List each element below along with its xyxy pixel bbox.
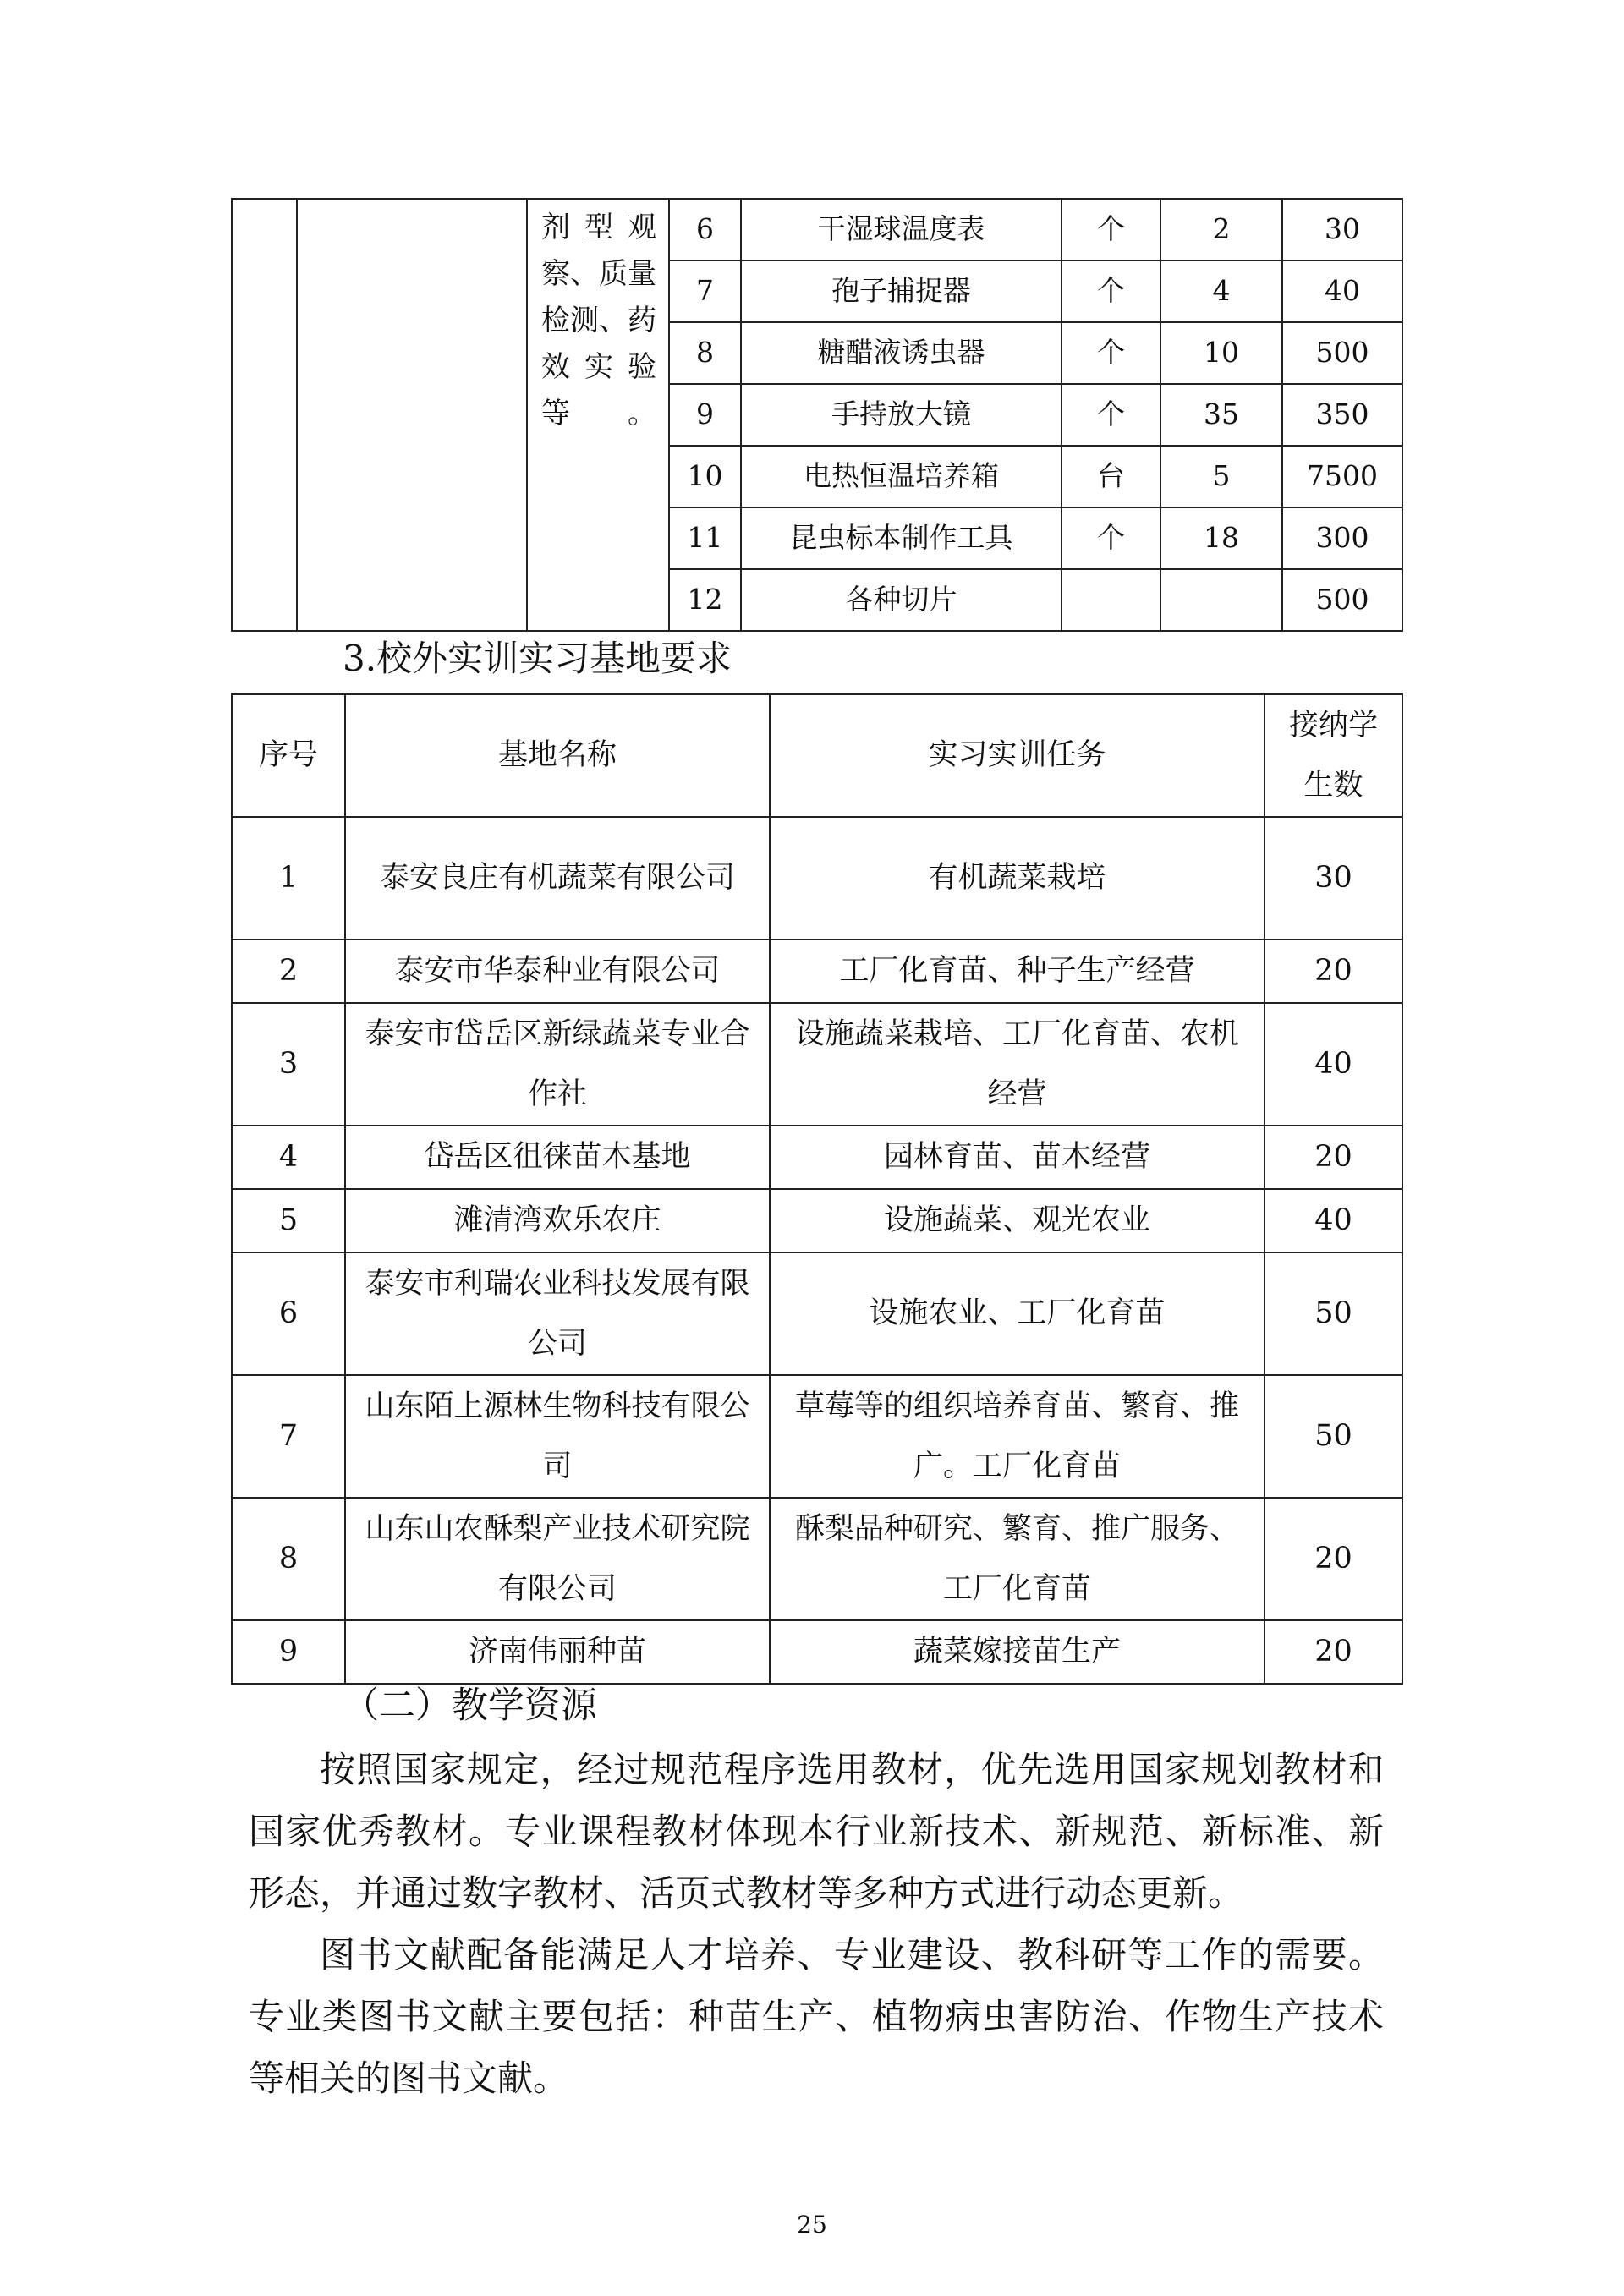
item-quantity: 4 [1160, 260, 1282, 322]
base-task: 有机蔬菜栽培 [770, 817, 1265, 940]
base-number: 9 [232, 1620, 345, 1684]
table-row [232, 199, 1402, 260]
item-name: 各种切片 [741, 569, 1062, 631]
item-price: 350 [1282, 384, 1402, 446]
base-name: 滩清湾欢乐农庄 [345, 1189, 770, 1252]
equipment-table [231, 198, 1403, 632]
base-capacity: 20 [1265, 940, 1402, 1003]
base-capacity: 40 [1265, 1003, 1402, 1126]
item-price: 500 [1282, 569, 1402, 631]
table-header-row [232, 694, 1402, 817]
blank-cell [232, 199, 297, 631]
base-capacity: 20 [1265, 1620, 1402, 1684]
item-number: 11 [669, 507, 741, 569]
item-number: 12 [669, 569, 741, 631]
header-capacity: 接纳学生数 [1265, 694, 1402, 817]
base-task: 设施蔬菜、观光农业 [770, 1189, 1265, 1252]
base-number: 6 [232, 1252, 345, 1375]
base-name: 泰安良庄有机蔬菜有限公司 [345, 817, 770, 940]
table-row [232, 1252, 1402, 1375]
base-capacity: 50 [1265, 1252, 1402, 1375]
item-number: 10 [669, 446, 741, 507]
section-heading: 3.校外实训实习基地要求 [343, 638, 732, 679]
item-number: 9 [669, 384, 741, 446]
base-capacity: 40 [1265, 1189, 1402, 1252]
item-unit: 台 [1062, 446, 1160, 507]
base-name: 济南伟丽种苗 [345, 1620, 770, 1684]
item-price: 500 [1282, 322, 1402, 384]
base-task: 设施蔬菜栽培、工厂化育苗、农机经营 [770, 1003, 1265, 1126]
base-number: 7 [232, 1375, 345, 1498]
base-name: 泰安市利瑞农业科技发展有限公司 [345, 1252, 770, 1375]
item-quantity: 35 [1160, 384, 1282, 446]
item-unit: 个 [1062, 260, 1160, 322]
base-name: 山东陌上源林生物科技有限公司 [345, 1375, 770, 1498]
paragraph-library: 图书文献配备能满足人才培养、专业建设、教科研等工作的需要。专业类图书文献主要包括：种苗生产、植物病虫害防治、作物生产技术等相关的图书文献。 [249, 1934, 1384, 2099]
base-number: 5 [232, 1189, 345, 1252]
item-quantity: 2 [1160, 199, 1282, 260]
base-name: 泰安市岱岳区新绿蔬菜专业合作社 [345, 1003, 770, 1126]
item-unit: 个 [1062, 199, 1160, 260]
practice-base-table [231, 693, 1403, 1685]
base-capacity: 30 [1265, 817, 1402, 940]
item-quantity: 5 [1160, 446, 1282, 507]
base-number: 4 [232, 1126, 345, 1189]
base-number: 1 [232, 817, 345, 940]
item-name: 孢子捕捉器 [741, 260, 1062, 322]
item-price: 40 [1282, 260, 1402, 322]
paragraph-textbooks: 按照国家规定，经过规范程序选用教材，优先选用国家规划教材和国家优秀教材。专业课程教材体现本行业新技术、新规范、新标准、新形态，并通过数字教材、活页式教材等多种方式进行动态更新。 [249, 1749, 1384, 1914]
table-row [232, 940, 1402, 1003]
base-task: 蔬菜嫁接苗生产 [770, 1620, 1265, 1684]
table-row [232, 1375, 1402, 1498]
base-number: 2 [232, 940, 345, 1003]
base-task: 园林育苗、苗木经营 [770, 1126, 1265, 1189]
item-quantity: 18 [1160, 507, 1282, 569]
item-name: 手持放大镜 [741, 384, 1062, 446]
base-task: 工厂化育苗、种子生产经营 [770, 940, 1265, 1003]
page-number: 25 [797, 2211, 827, 2238]
item-name: 干湿球温度表 [741, 199, 1062, 260]
item-number: 8 [669, 322, 741, 384]
item-name: 昆虫标本制作工具 [741, 507, 1062, 569]
table-row [232, 1620, 1402, 1684]
item-unit: 个 [1062, 384, 1160, 446]
item-unit [1062, 569, 1160, 631]
item-unit: 个 [1062, 322, 1160, 384]
base-number: 8 [232, 1498, 345, 1620]
item-number: 7 [669, 260, 741, 322]
item-name: 电热恒温培养箱 [741, 446, 1062, 507]
item-price: 300 [1282, 507, 1402, 569]
item-name: 糖醋液诱虫器 [741, 322, 1062, 384]
purpose-cell: 剂型观察、质量检测、药效实验等。 [527, 199, 669, 631]
item-price: 30 [1282, 199, 1402, 260]
table-row [232, 817, 1402, 940]
header-no: 序号 [232, 694, 345, 817]
base-name: 山东山农酥梨产业技术研究院有限公司 [345, 1498, 770, 1620]
table-row [232, 1498, 1402, 1620]
base-task: 草莓等的组织培养育苗、繁育、推广。工厂化育苗 [770, 1375, 1265, 1498]
item-number: 6 [669, 199, 741, 260]
table-row [232, 1003, 1402, 1126]
base-task: 酥梨品种研究、繁育、推广服务、工厂化育苗 [770, 1498, 1265, 1620]
sub-heading: （二）教学资源 [343, 1685, 597, 1727]
base-capacity: 20 [1265, 1126, 1402, 1189]
header-name: 基地名称 [345, 694, 770, 817]
base-task: 设施农业、工厂化育苗 [770, 1252, 1265, 1375]
base-name: 岱岳区徂徕苗木基地 [345, 1126, 770, 1189]
item-price: 7500 [1282, 446, 1402, 507]
base-capacity: 50 [1265, 1375, 1402, 1498]
item-unit: 个 [1062, 507, 1160, 569]
base-capacity: 20 [1265, 1498, 1402, 1620]
item-quantity: 10 [1160, 322, 1282, 384]
base-number: 3 [232, 1003, 345, 1126]
blank-cell [297, 199, 527, 631]
table-row [232, 1126, 1402, 1189]
table-row [232, 1189, 1402, 1252]
header-task: 实习实训任务 [770, 694, 1265, 817]
base-name: 泰安市华泰种业有限公司 [345, 940, 770, 1003]
item-quantity [1160, 569, 1282, 631]
